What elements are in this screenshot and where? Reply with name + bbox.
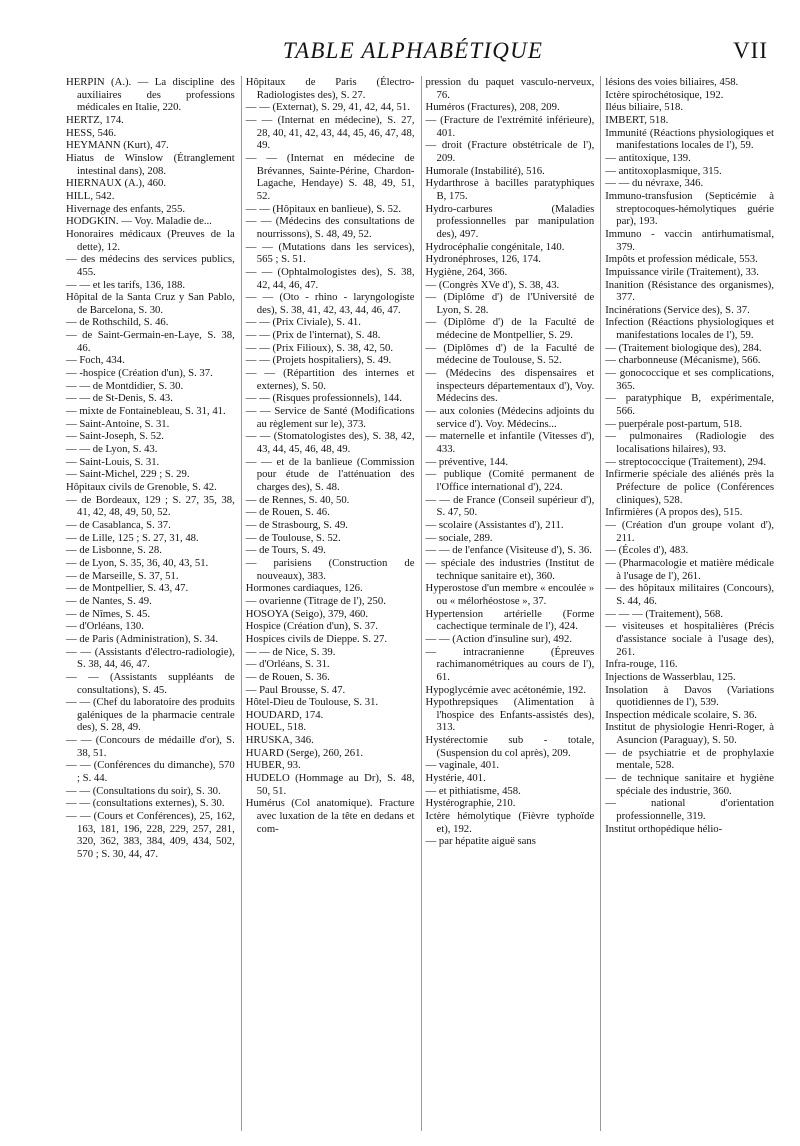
index-entry: — — (Cours et Conférences), 25, 162, 163, 181, 196, 228, 229, 257, 281, 320, 362, 383, 384, 409, 434, 502, 570 ; S. 30, 44, 47. (66, 810, 235, 861)
index-entry: — (Diplôme d') de la Faculté de médecine de Montpellier, S. 29. (425, 316, 595, 342)
index-entry: — (Médecins des dispensaires et inspecteurs départementaux d'), Voy. Médecins des. (425, 367, 595, 405)
index-entry: — spéciale des industries (Institut de technique sanitaire et), 360. (425, 556, 595, 582)
index-entry: Hôpital de la Santa Cruz y San Pablo, de Barcelona, S. 30. (66, 291, 235, 316)
index-entry: — streptococcique (Traitement), 294. (605, 455, 767, 468)
index-entry: Huméros (Fractures), 208, 209. (425, 101, 560, 114)
index-entry: Infection (Réactions physiologiques et manifestations locales de l'), 59. (605, 316, 774, 342)
index-entry: HRUSKA, 346. (245, 734, 314, 747)
index-entry: IMBERT, 518. (605, 113, 669, 126)
index-entry: — — de Montdidier, S. 30. (66, 379, 184, 392)
index-entry: Hystérie, 401. (425, 772, 486, 785)
index-entry: — — (Hôpitaux en banlieue), S. 52. (245, 202, 401, 215)
index-entry: Hypoglycémie avec acétonémie, 192. (425, 683, 587, 696)
index-entry: — de Rennes, S. 40, 50. (245, 493, 350, 506)
index-entry: Hospice (Création d'un), S. 37. (245, 620, 378, 633)
index-entry: — de Rouen, S. 36. (245, 670, 330, 683)
index-entry: — parisiens (Construction de nouveaux), 383. (245, 556, 415, 582)
index-entry: — — (Internat en médecine), S. 27, 28, 40, 41, 42, 43, 44, 45, 46, 47, 48, 49. (245, 113, 415, 152)
index-entry: HUDELO (Hommage au Dr), S. 48, 50, 51. (245, 772, 415, 797)
index-entry: — (Pharmacologie et matière médicale à l'usage de l'), 261. (605, 556, 774, 582)
index-entry: — — (Ophtalmologistes des), S. 38, 42, 44, 46, 47. (245, 265, 415, 291)
index-entry: — (Diplômes d') de la Faculté de médecine de Toulouse, S. 52. (425, 341, 595, 367)
index-entry: — de Nantes, S. 49. (66, 594, 152, 607)
index-entry: HODGKIN. — Voy. Maladie de... (66, 215, 212, 228)
index-entry: — — (Projets hospitaliers), S. 49. (245, 354, 392, 367)
index-entry: — Saint-Joseph, S. 52. (66, 430, 164, 443)
index-entry: — (Diplôme d') de l'Université de Lyon, S. 28. (425, 291, 595, 316)
index-entry: — — (Répartition des internes et externes), S. 50. (245, 367, 415, 392)
index-entry: — — et de la banlieue (Commission pour étude de l'atténuation des charges des), S. 48. (245, 455, 415, 493)
index-entry: — par hépatite aiguë sans (425, 835, 536, 848)
index-entry: Injections de Wasserblau, 125. (605, 670, 736, 683)
index-entry: — Saint-Antoine, S. 31. (66, 417, 170, 430)
index-entry: — — du névraxe, 346. (605, 177, 704, 190)
index-entry: Inspection médicale scolaire, S. 36. (605, 708, 757, 721)
index-entry: — (Écoles d'), 483. (605, 544, 689, 557)
index-entry: — aux colonies (Médecins adjoints du service d'). Voy. Médecins... (425, 405, 595, 430)
index-entry: — — de l'enfance (Visiteuse d'), S. 36. (425, 544, 592, 557)
index-entry: — préventive, 144. (425, 455, 509, 468)
index-column-3 (421, 76, 595, 1131)
index-entry: — de Casablanca, S. 37. (66, 518, 171, 531)
index-entry: Honoraires médicaux (Preuves de la dette), 12. (66, 227, 235, 253)
index-entry: — — (Chef du laboratoire des produits galéniques de la pharmacie centrale des), S. 28, 49. (66, 696, 235, 734)
index-entry: — visiteuses et hospitalières (Précis d'assistance sociale à l'usage des), 261. (605, 620, 774, 658)
index-entry: — — (Médecins des consultations de nourrissons), S. 48, 49, 52. (245, 215, 415, 240)
index-entry: Hospices civils de Dieppe. S. 27. (245, 632, 388, 645)
index-entry: — de Saint-Germain-en-Laye, S. 38, 46. (66, 329, 235, 354)
index-entry: — — (Concours de médaille d'or), S. 38, 51. (66, 734, 235, 759)
index-entry: Hypertension artérielle (Forme cachectique terminale de l'), 424. (425, 607, 595, 633)
index-entry: HOSOYA (Seigo), 379, 460. (245, 607, 369, 620)
index-entry: Hivernage des enfants, 255. (66, 202, 186, 215)
index-entry: — — (Conférences du dimanche), 570 ; S. 44. (66, 759, 235, 785)
index-entry: — — (Action d'insuline sur), 492. (425, 632, 572, 645)
index-entry: — Foch, 434. (66, 354, 125, 367)
index-entry: — d'Orléans, S. 31. (245, 658, 330, 671)
index-entry: — — (Assistants d'électro-radiologie), S. 38, 44, 46, 47. (66, 645, 235, 671)
page-header (58, 38, 768, 72)
index-column-4 (600, 76, 774, 1131)
index-entry: — antitoxique, 139. (605, 151, 691, 164)
index-entry: — Saint-Louis, S. 31. (66, 455, 160, 468)
index-entry: Hystérectomie sub - totale, (Suspension du col après), 209. (425, 734, 595, 759)
index-entry: — pulmonaires (Radiologie des localisations hilaires), 93. (605, 430, 774, 456)
index-entry: — de Strasbourg, S. 49. (245, 518, 348, 531)
index-entry: Hiatus de Winslow (Étranglement intestinal dans), 208. (66, 151, 235, 177)
index-entry: Hyperostose d'un membre « encoulée » ou « mélorhéostose », 37. (425, 582, 595, 607)
index-entry: Impôts et profession médicale, 553. (605, 253, 758, 266)
index-entry: — Paul Brousse, S. 47. (245, 683, 346, 696)
index-entry: pression du paquet vasculo-nerveux, 76. (425, 76, 595, 101)
index-entry: lésions des voies biliaires, 458. (605, 76, 739, 88)
index-entry: HILL, 542. (66, 189, 115, 202)
index-entry: — (Congrès XVe d'), S. 38, 43. (425, 278, 560, 291)
index-entry: Institut orthopédique hélio- (605, 822, 723, 835)
index-entry: — des médecins des services publics, 455. (66, 253, 235, 278)
index-entry: — national d'orientation professionnelle, 319. (605, 797, 774, 823)
index-column-2 (241, 76, 415, 1131)
index-entry: — de Paris (Administration), S. 34. (66, 632, 218, 645)
index-entry: — — (Externat), S. 29, 41, 42, 44, 51. (245, 101, 410, 114)
index-entry: Iléus biliaire, 518. (605, 101, 684, 114)
index-entry: — (Traitement biologique des), 284. (605, 341, 762, 354)
index-entry: — — (Oto - rhino - laryngologiste des), S. 38, 41, 42, 43, 44, 46, 47. (245, 291, 415, 316)
index-entry: Hydro-carbures (Maladies professionnelles par manipulation des), 497. (425, 202, 595, 240)
index-entry: — — (Prix Civiale), S. 41. (245, 316, 361, 329)
index-entry: Institut de physiologie Henri-Roger, à Asuncion (Paraguay), S. 50. (605, 721, 774, 747)
index-entry: — Saint-Michel, 229 ; S. 29. (66, 468, 190, 481)
index-entry: — — de Nice, S. 39. (245, 645, 336, 658)
index-entry: HOUEL, 518. (245, 721, 307, 734)
index-entry: — — de France (Conseil supérieur d'), S. 47, 50. (425, 493, 595, 519)
index-column-1 (62, 76, 235, 1131)
index-entry: Immuno - vaccin antirhumatismal, 379. (605, 227, 774, 253)
index-entry: — de Nîmes, S. 45. (66, 607, 151, 620)
index-entry: — — (Prix de l'internat), S. 48. (245, 329, 381, 342)
index-entry: — vaginale, 401. (425, 759, 500, 772)
index-entry: — de Lyon, S. 35, 36, 40, 43, 51. (66, 556, 209, 569)
index-entry: HUBER, 93. (245, 759, 301, 772)
index-entry: — — et les tarifs, 136, 188. (66, 278, 186, 291)
index-entry: — d'Orléans, 130. (66, 620, 144, 633)
index-entry: HIERNAUX (A.), 460. (66, 177, 167, 190)
index-entry: — paratyphique B, expérimentale, 566. (605, 392, 774, 418)
index-entry: Hygiène, 264, 366. (425, 265, 508, 278)
index-entry: Inanition (Résistance des organismes), 377. (605, 278, 774, 304)
index-entry: — de Lille, 125 ; S. 27, 31, 48. (66, 531, 199, 544)
index-entry: — — (Stomatologistes des), S. 38, 42, 43, 44, 45, 46, 48, 49. (245, 430, 415, 456)
index-entry: Hôpitaux de Paris (Électro-Radiologistes des), S. 27. (245, 76, 415, 101)
index-entry: Ictère spirochétosique, 192. (605, 88, 724, 101)
index-entry: HERTZ, 174. (66, 113, 124, 126)
index-entry: — — (Internat en médecine de Brévannes, Sainte-Périne, Chardon-Lagache, Hendaye) S. 48, 49, 51, 52. (245, 151, 415, 202)
index-entry: — — (Prix Filioux), S. 38, 42, 50. (245, 341, 394, 354)
index-entry: Hôpitaux civils de Grenoble, S. 42. (66, 481, 217, 493)
index-entry: HESS, 546. (66, 126, 117, 139)
index-entry: — des hôpitaux militaires (Concours), S. 44, 46. (605, 582, 774, 607)
index-entry: Insolation à Davos (Variations quotidiennes de l'), 539. (605, 683, 774, 709)
index-entry: Hydrocéphalie congénitale, 140. (425, 240, 565, 253)
index-entry: Infirmerie spéciale des aliénés près la Préfecture de police (Conférences cliniques), 528. (605, 468, 774, 506)
index-entry: — scolaire (Assistantes d'), 211. (425, 518, 564, 531)
index-entry: — de psychiatrie et de prophylaxie mentale, 528. (605, 746, 774, 772)
index-entry: Infirmières (A propos des), 515. (605, 506, 743, 519)
page-title: TABLE ALPHABÉTIQUE (282, 38, 544, 63)
index-entry: — -hospice (Création d'un), S. 37. (66, 367, 213, 380)
index-entry: Infra-rouge, 116. (605, 658, 678, 671)
index-entry: — sociale, 289. (425, 531, 493, 544)
index-entry: — de Rothschild, S. 46. (66, 316, 169, 329)
index-entry: — antitoxoplasmique, 315. (605, 164, 722, 177)
index-entry: — mixte de Fontainebleau, S. 31, 41. (66, 405, 226, 418)
index-entry: — puerpérale post-partum, 518. (605, 417, 743, 430)
index-entry: — de Toulouse, S. 52. (245, 531, 341, 544)
index-entry: — et pithiatisme, 458. (425, 784, 521, 797)
index-entry: Hormones cardiaques, 126. (245, 582, 363, 595)
index-entry: — (Création d'un groupe volant d'), 211. (605, 518, 774, 544)
index-entry: — maternelle et infantile (Vitesses d'), 433. (425, 430, 595, 456)
index-entry: Hydarthrose à bacilles paratyphiques B, 175. (425, 177, 595, 202)
index-entry: — de technique sanitaire et hygiène spéciale des industrie, 360. (605, 772, 774, 797)
index-entry: — gonococcique et ses complications, 365. (605, 367, 774, 392)
index-entry: — — (Mutations dans les services), 565 ; S. 51. (245, 240, 415, 266)
index-entry: — — (Assistants suppléants de consultations), S. 45. (66, 670, 235, 696)
index-entry: Humorale (Instabilité), 516. (425, 164, 545, 177)
index-entry: — de Bordeaux, 129 ; S. 27, 35, 38, 41, 42, 48, 49, 50, 52. (66, 493, 235, 519)
index-entry: Ictère hémolytique (Fièvre typhoïde et), 192. (425, 810, 595, 835)
index-entry: — publique (Comité permanent de l'Office international d'), 224. (425, 468, 595, 493)
index-entry: — charbonneuse (Mécanisme), 566. (605, 354, 761, 367)
index-entry: — — (Consultations du soir), S. 30. (66, 784, 221, 797)
index-entry: HERPIN (A.). — La discipline des auxiliaires des professions médicales en Italie, 220. (66, 76, 235, 114)
index-entry: HEYMANN (Kurt), 47. (66, 139, 169, 152)
index-entry: Impuissance virile (Traitement), 33. (605, 265, 759, 278)
index-entry: — — de St-Denis, S. 43. (66, 392, 173, 405)
index-entry: — — (consultations externes), S. 30. (66, 797, 225, 810)
index-entry: — de Lisbonne, S. 28. (66, 544, 162, 557)
index-entry: — de Rouen, S. 46. (245, 506, 330, 519)
index-entry: Incinérations (Service des), S. 37. (605, 303, 750, 316)
index-entry: — — — (Traitement), 568. (605, 607, 723, 620)
index-entry: — de Montpellier, S. 43, 47. (66, 582, 189, 595)
index-entry: Hôtel-Dieu de Toulouse, S. 31. (245, 696, 379, 709)
index-entry: — de Marseille, S. 37, 51. (66, 569, 179, 582)
index-entry: Immunité (Réactions physiologiques et manifestations locales de l'), 59. (605, 126, 774, 152)
index-columns (62, 76, 774, 1131)
page-number: VII (733, 38, 768, 63)
index-entry: HUARD (Serge), 260, 261. (245, 746, 364, 759)
index-entry: — ovarienne (Titrage de l'), 250. (245, 594, 386, 607)
index-entry: Humérus (Col anatomique). Fracture avec luxation de la tête en dedans et com- (245, 797, 415, 835)
index-entry: — de Tours, S. 49. (245, 544, 326, 557)
index-entry: Hydronéphroses, 126, 174. (425, 253, 541, 266)
index-entry: Hypothrepsiques (Alimentation à l'hospice des Enfants-assistés des), 313. (425, 696, 595, 734)
index-entry: — — de Lyon, S. 43. (66, 443, 158, 456)
index-entry: — droit (Fracture obstétricale de l'), 209. (425, 139, 595, 164)
index-entry: — — (Risques professionnels), 144. (245, 392, 402, 405)
index-entry: — intracranienne (Épreuves rachimanométriques au cours de l'), 61. (425, 645, 595, 683)
index-entry: Hystérographie, 210. (425, 797, 516, 810)
index-entry: Immuno-transfusion (Septicémie à streptocoques-hémolytiques guérie par), 193. (605, 189, 774, 228)
index-entry: — — Service de Santé (Modifications au règlement sur le), 373. (245, 405, 415, 430)
index-entry: HOUDARD, 174. (245, 708, 324, 721)
index-entry: — (Fracture de l'extrémité inférieure), 401. (425, 113, 595, 139)
